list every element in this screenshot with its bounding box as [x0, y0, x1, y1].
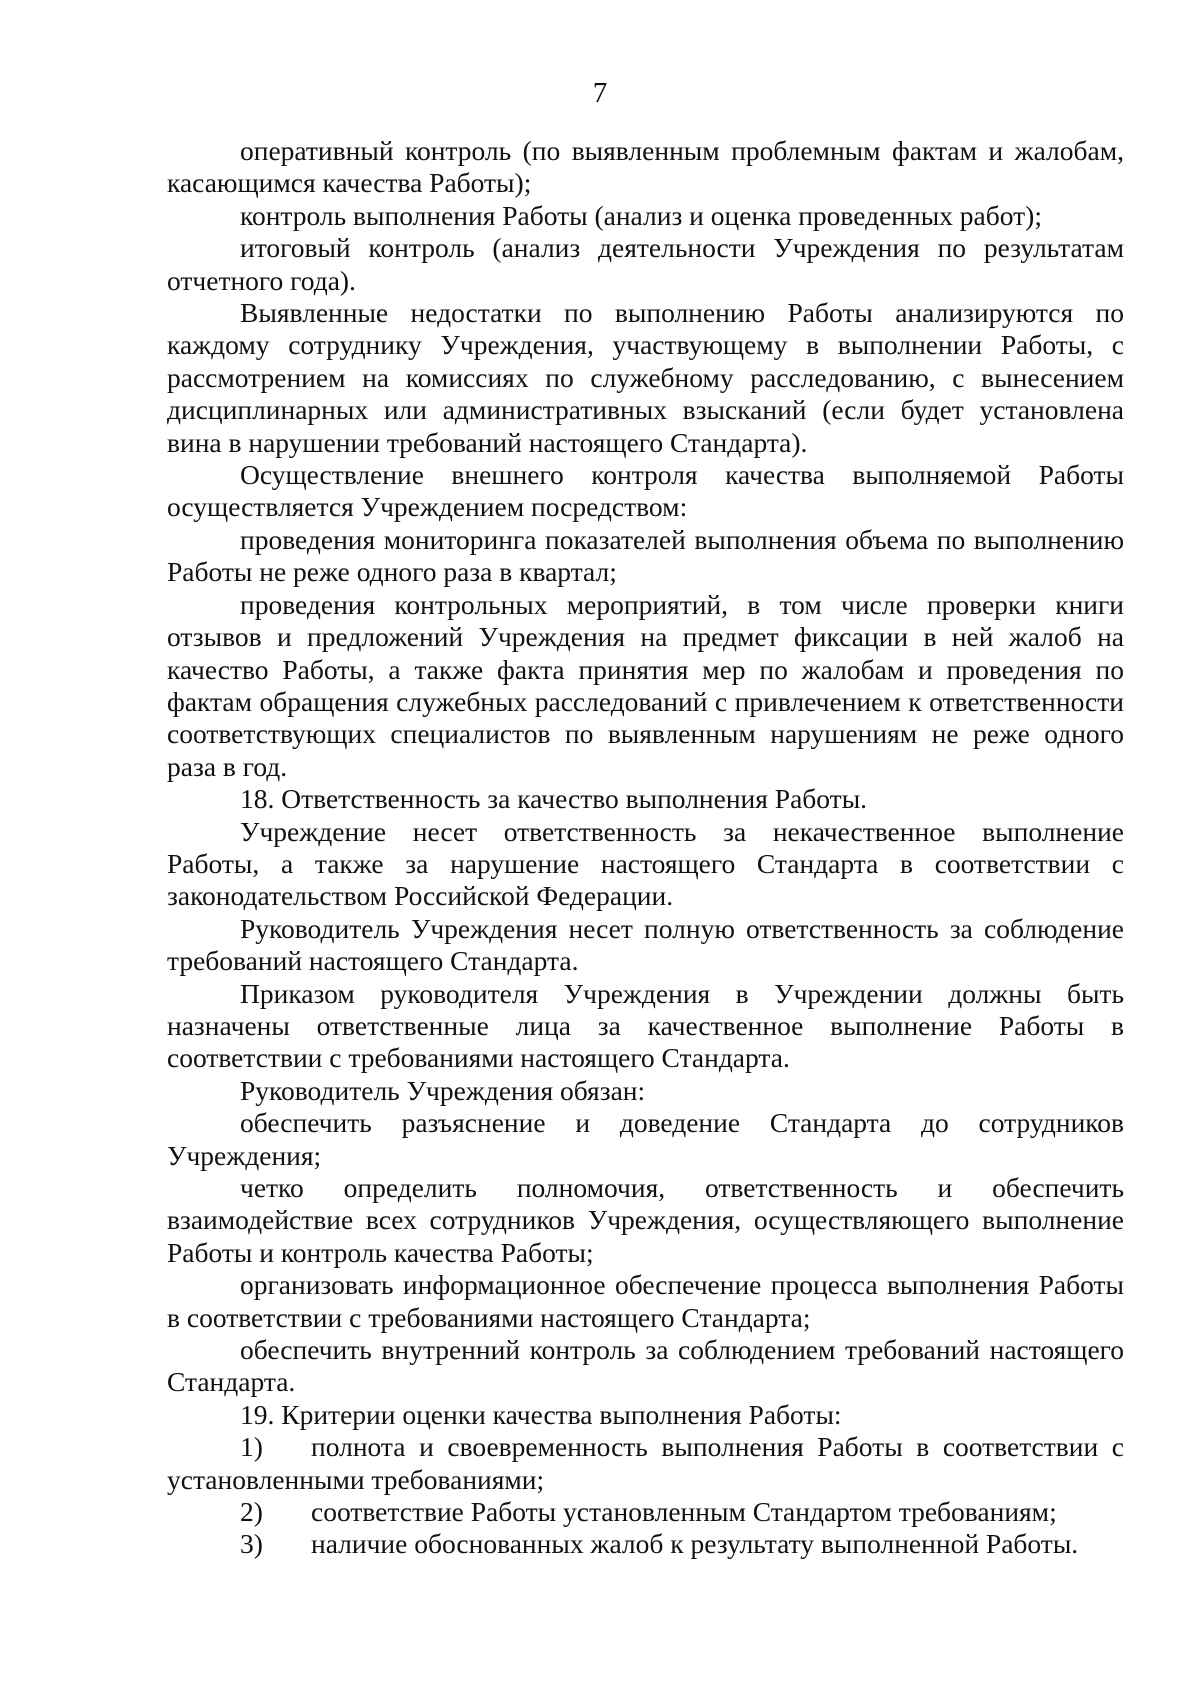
paragraph-obligation-explain: обеспечить разъяснение и доведение Стандарта до сотрудников Учреждения;	[167, 1107, 1124, 1171]
criteria-item	[167, 1431, 1124, 1496]
criteria-item	[167, 1496, 1124, 1528]
paragraph-identified-shortcomings: Выявленные недостатки по выполнению Работы анализируются по каждому сотруднику Учреждения, участвующему в выполнении Работы, с рассмотрением на комиссиях по служебному расследованию, с вынесением дисциплинарных или административных взысканий (если будет установлена вина в нарушении требований настоящего Стандарта).	[167, 297, 1124, 458]
paragraph-obligation-internal-control: обеспечить внутренний контроль за соблюдением требований настоящего Стандарта.	[167, 1334, 1124, 1398]
criteria-item-text: полнота и своевременность выполнения Работы в соответствии с установленными требованиями;	[167, 1431, 1124, 1495]
paragraph-institution-responsibility: Учреждение несет ответственность за некачественное выполнение Работы, а также за нарушение настоящего Стандарта в соответствии с законодательством Российской Федерации.	[167, 815, 1124, 912]
criteria-item-text: соответствие Работы установленным Стандартом требованиям;	[311, 1496, 1057, 1528]
paragraph-execution-control: контроль выполнения Работы (анализ и оценка проведенных работ);	[240, 199, 1042, 231]
criteria-item-number: 2)	[240, 1496, 263, 1528]
paragraph-monitoring: проведения мониторинга показателей выполнения объема по выполнению Работы не реже одного раза в квартал;	[167, 523, 1124, 588]
paragraph-final-control: итоговый контроль (анализ деятельности Учреждения по результатам отчетного года).	[167, 232, 1124, 296]
document-body	[167, 135, 1124, 1561]
paragraph-control-activities: проведения контрольных мероприятий, в том числе проверки книги отзывов и предложений Учреждения на предмет фиксации в ней жалоб на качество Работы, а также факта принятия мер по жалобам и проведения по фактам обращения служебных расследований с привлечением к ответственности соответствующих специалистов по выявленным нарушениям не реже одного раза в год.	[167, 588, 1124, 782]
paragraph-head-responsibility: Руководитель Учреждения несет полную ответственность за соблюдение требований настоящего Стандарта.	[167, 912, 1124, 977]
criteria-item-text: наличие обоснованных жалоб к результату выполненной Работы.	[311, 1528, 1079, 1560]
criteria-item	[167, 1528, 1124, 1560]
paragraph-operational-control: оперативный контроль (по выявленным проблемным фактам и жалобам, касающимся качества Работы);	[167, 135, 1124, 199]
criteria-item-number: 3)	[240, 1528, 263, 1560]
paragraph-obligation-organize: организовать информационное обеспечение процесса выполнения Работы в соответствии с требованиями настоящего Стандарта;	[167, 1269, 1124, 1333]
paragraph-order-of-head: Приказом руководителя Учреждения в Учреждении должны быть назначены ответственные лица за качественное выполнение Работы в соответствии с требованиями настоящего Стандарта.	[167, 977, 1124, 1074]
paragraph-obligation-define: четко определить полномочия, ответственность и обеспечить взаимодействие всех сотрудников Учреждения, осуществляющего выполнение Работы и контроль качества Работы;	[167, 1172, 1124, 1268]
section-heading-18: 18. Ответственность за качество выполнения Работы.	[240, 783, 868, 815]
paragraph-external-control: Осуществление внешнего контроля качества выполняемой Работы осуществляется Учреждением посредством:	[167, 459, 1124, 523]
criteria-item-number: 1)	[240, 1431, 263, 1463]
paragraph-head-obligations: Руководитель Учреждения обязан:	[240, 1074, 646, 1106]
page-number: 7	[592, 77, 608, 109]
section-heading-19: 19. Критерии оценки качества выполнения Работы:	[240, 1398, 842, 1430]
